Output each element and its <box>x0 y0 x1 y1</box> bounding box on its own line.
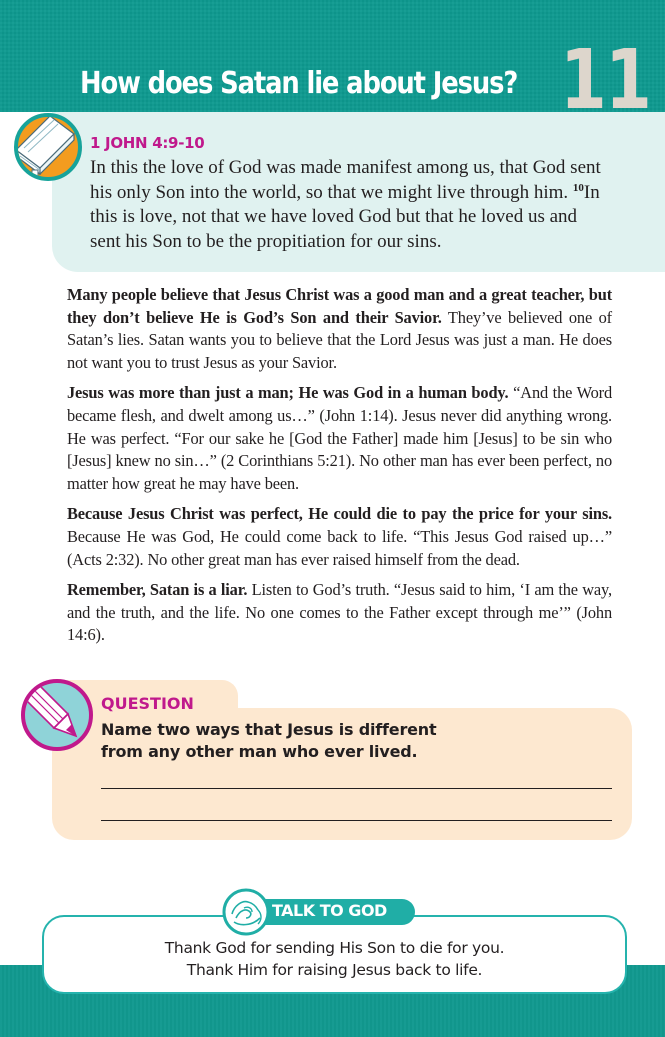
paragraph <box>67 284 612 374</box>
praying-hands-icon <box>222 888 270 936</box>
prayer-line-1: Thank God for sending His Son to die for you. <box>164 939 505 957</box>
paragraph-lead: Jesus was more than just a man; He was God in a human body. <box>67 383 509 403</box>
paragraph-body: Listen to God’s truth. “Jesus said to him, ‘I am the way, and the truth, and the life. No one comes to the Father except through me’” (John 14:6). <box>67 580 612 645</box>
question-text <box>101 719 501 763</box>
paragraph-lead: Remember, Satan is a liar. <box>67 580 248 600</box>
pencil-icon <box>20 678 94 752</box>
verse-number: 10 <box>572 181 584 194</box>
prayer-line-2: Thank Him for raising Jesus back to life. <box>186 961 483 979</box>
scripture-text-part2: In this is love, not that we have loved God but that he loved us and sent his Son to be the propitiation for our sins. <box>90 181 600 252</box>
chapter-number: 11 <box>560 46 651 112</box>
paragraph-lead: Many people believe that Jesus Christ was a good man and a great teacher, but they don’t believe He is God’s Son and their Savior. <box>67 285 612 327</box>
question-line-2: from any other man who ever lived. <box>101 742 418 761</box>
paragraph <box>67 503 612 571</box>
page-title: How does Satan lie about Jesus? <box>80 66 518 101</box>
paragraph-body: Because He was God, He could come back to life. “This Jesus God raised up…” (Acts 2:32). No other great man has ever raised himself from the dead. <box>67 526 612 569</box>
paragraph-lead: Because Jesus Christ was perfect, He could die to pay the price for your sins. <box>67 504 612 524</box>
paragraph-body: “And the Word became flesh, and dwelt among us…” (John 1:14). Jesus never did anything wrong. He was perfect. “For our sake he [God the Father] made him [Jesus] to be sin who [Jesus] knew no sin…” (2 Corinthians 5:21). No other man has ever been perfect, no matter how great he may have been. <box>67 383 612 493</box>
scripture-text <box>90 156 610 254</box>
answer-line-2[interactable] <box>101 820 612 821</box>
body-text <box>67 284 612 655</box>
paragraph-body: They’ve believed one of Satan’s lies. Satan wants you to believe that the Lord Jesus was just a man. He does not want you to trust Jesus as your Savior. <box>67 307 612 372</box>
answer-line-1[interactable] <box>101 788 612 789</box>
bible-icon <box>12 112 84 182</box>
question-label: QUESTION <box>101 694 194 713</box>
paragraph <box>67 579 612 647</box>
scripture-text-part1: In this the love of God was made manifest among us, that God sent his only Son into the world, so that we might live through him. <box>90 157 601 203</box>
talk-to-god-text <box>42 937 627 981</box>
talk-to-god-label: TALK TO GOD <box>272 901 387 920</box>
question-line-1: Name two ways that Jesus is different <box>101 720 437 739</box>
paragraph <box>67 382 612 495</box>
scripture-reference: 1 JOHN 4:9-10 <box>90 134 205 152</box>
